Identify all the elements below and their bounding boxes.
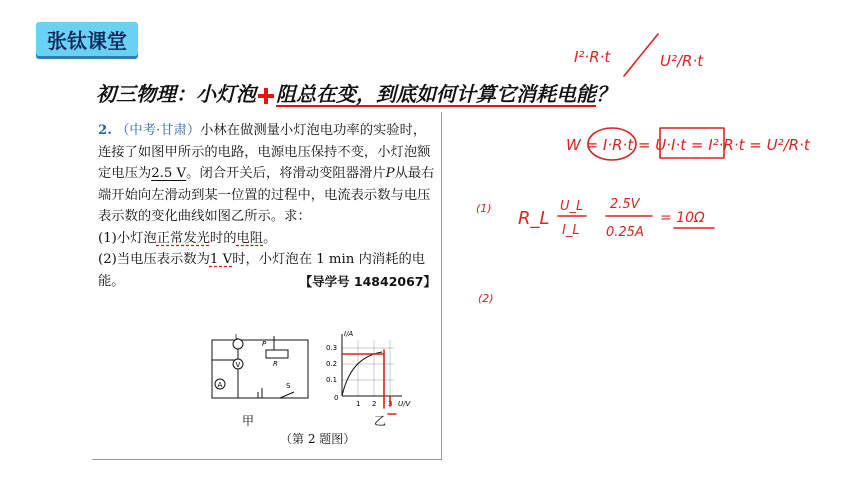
part1-denominator: I_L [562,223,580,238]
q2-value: 1 V [209,252,233,267]
iu-graph [322,326,412,418]
q1-mid: 时的 [209,230,237,246]
circuit-letter-p: P [262,340,267,348]
part1-lhs: R_L [518,208,550,229]
top-formula-annotation [560,32,720,86]
part2-label: (2) [478,292,494,305]
q1-key: 正常发光 [156,230,210,246]
red-cross-icon [258,88,274,104]
graph-x-axis-label: U/V [398,400,411,408]
part1-solution [474,190,734,250]
rated-voltage: 2.5 V [151,166,187,181]
part1-numerator: U_L [560,199,584,214]
brand-badge: 张钛课堂 [36,22,138,56]
problem-body-2: 。闭合开关后，将滑动变阻器滑片 [186,166,386,181]
q2-suffix: 时，小灯泡在 1 min 内消耗的电能。 [98,252,426,289]
problem-card [92,112,442,460]
part1-den-value: 0.25A [606,225,644,240]
top-formula-right: U²/R·t [660,52,704,70]
circuit-letter-l: L [235,333,239,341]
problem-source: （中考·甘肃） [116,123,201,138]
graph-y-tick: 0.3 [326,344,338,352]
q1-prefix: (1)小灯泡 [98,230,157,246]
top-formula-left: I²·R·t [574,48,611,66]
title-part-4: ？ [596,82,616,106]
q1-suffix: 。 [263,230,277,246]
circuit-label: 甲 [242,414,255,428]
figure-caption: （第 2 题图） [280,432,356,446]
graph-label: 乙 [374,414,387,428]
energy-equation [562,120,864,168]
graph-y-tick: 0.2 [326,360,338,368]
q1-key2: 电阻 [236,230,264,246]
energy-equation-text: W = I·R·t = U·I·t = I²·R·t = U²/R·t [566,136,810,154]
circuit-letter-v: V [235,361,241,369]
title-part-1: 初三物理：小灯泡 [96,82,256,106]
problem-number: 2. [98,123,112,138]
part1-label: (1) [476,202,492,215]
graph-x-tick: 1 [356,400,361,408]
circuit-letter-r: R [273,360,278,368]
title-part-2: 阻总在变，到底如何计算它消耗 [276,82,556,106]
graph-y-axis-label: I/A [344,330,354,338]
part2-annotation [476,288,516,308]
circuit-diagram [210,330,314,410]
part1-result: = 10Ω [660,210,705,226]
problem-body-3: 从最右端开始向左滑动到某一位置的过程中，电流表示数与电压表示数的变化曲线如图乙所示。求： [98,166,435,224]
reference-number: 【导学号 14842067】 [299,273,436,289]
problem-body-1: 小林在做测量小灯泡电功率的实验时，连接了如图甲所示的电路，电源电压保持不变，小灯泡额定电压为 [98,123,431,181]
graph-x-tick: 3 [388,400,393,408]
graph-y-tick: 0 [334,394,339,402]
title-part-3: 电能 [556,82,596,106]
graph-y-tick: 0.1 [326,376,338,384]
circuit-letter-s: S [286,382,291,390]
circuit-letter-a: A [217,381,223,389]
slider-symbol: P [385,166,395,181]
q2-prefix: (2)当电压表示数为 [98,252,210,267]
part1-num-value: 2.5V [610,197,640,212]
problem-text [98,120,436,292]
graph-x-tick: 2 [372,400,377,408]
